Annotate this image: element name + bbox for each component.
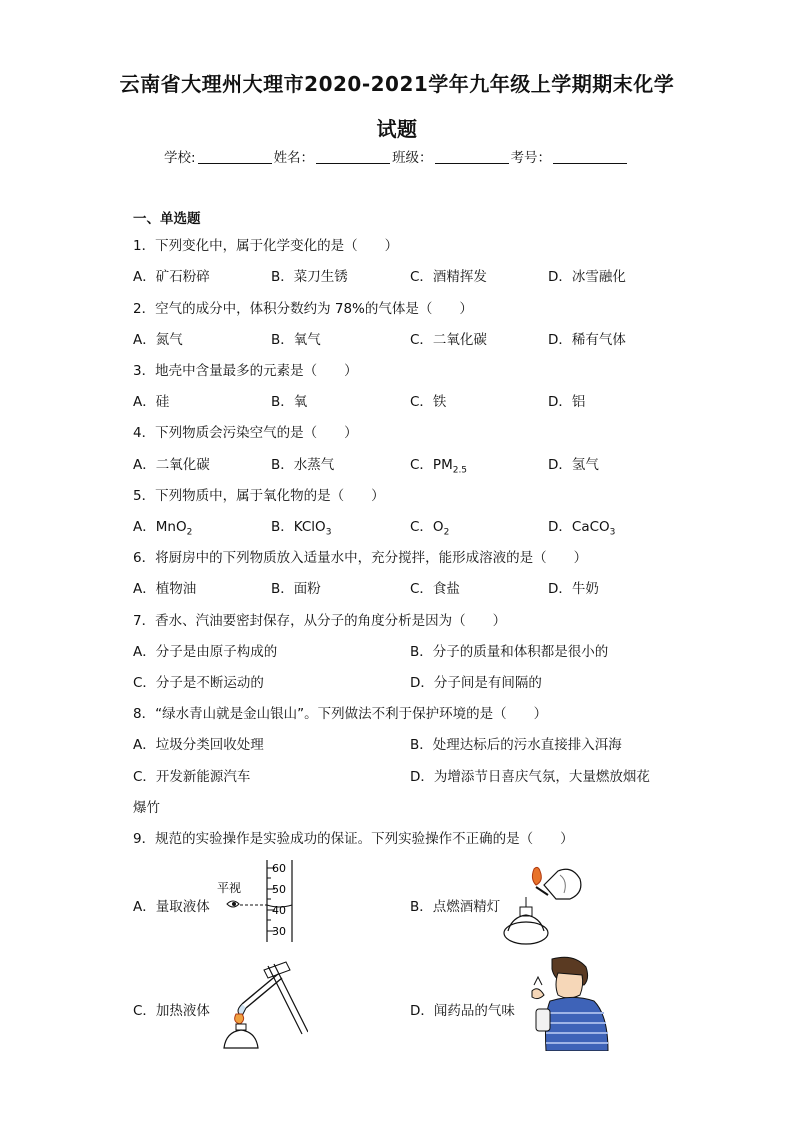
graduated-cylinder-figure — [215, 858, 295, 944]
q4-option-c — [410, 453, 467, 476]
q6-option-c: C．食盐 — [410, 581, 460, 597]
q9-option-a: A．量取液体 — [133, 899, 210, 915]
q4-option-d: D．氢气 — [548, 457, 599, 473]
q4-option-a: A．二氧化碳 — [133, 457, 210, 473]
question-9-stem: 9．规范的实验操作是实验成功的保证。下列实验操作不正确的是（ ） — [133, 831, 574, 847]
question-2-stem: 2．空气的成分中，体积分数约为 78%的气体是（ ） — [133, 301, 473, 317]
q5-option-d-sub: 3 — [609, 527, 616, 538]
q2-option-d: D．稀有气体 — [548, 332, 626, 348]
q5-option-b — [271, 515, 331, 538]
q4-option-c-sub: 2.5 — [452, 465, 468, 476]
q5-option-c-sub: 2 — [443, 527, 450, 538]
student-info-row — [164, 146, 629, 166]
section-heading: 一、单选题 — [133, 211, 201, 227]
q3-option-a: A．硅 — [133, 394, 170, 410]
q1-option-d: D．冰雪融化 — [548, 269, 626, 285]
q3-option-b: B．氧 — [271, 394, 308, 410]
q9-option-b: B．点燃酒精灯 — [410, 899, 501, 915]
flame-icon — [532, 867, 541, 885]
number-blank — [553, 151, 627, 164]
tick-label-50: 50 — [272, 883, 286, 896]
class-blank — [435, 151, 509, 164]
tick-label-60: 60 — [272, 862, 286, 875]
q4-option-b: B．水蒸气 — [271, 457, 335, 473]
lighting-alcohol-lamp-figure — [498, 855, 588, 947]
q9-option-c: C．加热液体 — [133, 1003, 210, 1019]
q8-option-b: B．处理达标后的污水直接排入洱海 — [410, 737, 622, 753]
q3-option-c: C．铁 — [410, 394, 447, 410]
q6-option-d: D．牛奶 — [548, 581, 599, 597]
q8-option-d-continuation: 爆竹 — [133, 800, 160, 816]
school-blank — [198, 151, 272, 164]
level-view-label: 平视 — [217, 881, 242, 895]
q8-option-c: C．开发新能源汽车 — [133, 769, 251, 785]
q5-option-a-text: A．MnO — [133, 519, 187, 535]
tick-label-30: 30 — [272, 925, 286, 938]
flame-icon — [235, 1014, 244, 1024]
exam-title-line1: 云南省大理州大理市2020-2021学年九年级上学期期末化学 — [119, 72, 675, 96]
q1-option-b: B．菜刀生锈 — [271, 269, 348, 285]
q5-option-c-text: C．O — [410, 519, 444, 535]
question-8-stem: 8．“绿水青山就是金山银山”。下列做法不利于保护环境的是（ ） — [133, 706, 548, 722]
q5-option-d — [548, 515, 615, 538]
q7-option-c: C．分子是不断运动的 — [133, 675, 264, 691]
exam-title-line2: 试题 — [376, 117, 418, 141]
q1-option-c: C．酒精挥发 — [410, 269, 487, 285]
q5-option-a-sub: 2 — [186, 527, 193, 538]
q2-option-b: B．氧气 — [271, 332, 321, 348]
q7-option-a: A．分子是由原子构成的 — [133, 644, 278, 660]
heating-liquid-figure — [212, 960, 308, 1052]
q1-option-a: A．矿石粉碎 — [133, 269, 210, 285]
q6-option-a: A．植物油 — [133, 581, 197, 597]
q6-option-b: B．面粉 — [271, 581, 321, 597]
question-3-stem: 3．地壳中含量最多的元素是（ ） — [133, 363, 358, 379]
reagent-bottle-icon — [536, 1009, 550, 1031]
q5-option-c — [410, 515, 449, 538]
tick-label-40: 40 — [272, 904, 286, 917]
q7-option-d: D．分子间是有间隔的 — [410, 675, 542, 691]
number-label: 考号： — [510, 150, 552, 166]
question-5-stem: 5．下列物质中，属于氧化物的是（ ） — [133, 488, 385, 504]
q5-option-b-sub: 3 — [325, 527, 332, 538]
class-label: 班级： — [392, 150, 433, 166]
q7-option-b: B．分子的质量和体积都是很小的 — [410, 644, 609, 660]
name-label: 姓名： — [273, 150, 315, 166]
question-4-stem: 4．下列物质会污染空气的是（ ） — [133, 425, 358, 441]
q5-option-d-text: D．CaCO — [548, 519, 610, 535]
q8-option-d: D．为增添节日喜庆气氛，大量燃放烟花 — [410, 769, 650, 785]
question-1-stem: 1．下列变化中，属于化学变化的是（ ） — [133, 238, 399, 254]
question-6-stem: 6．将厨房中的下列物质放入适量水中，充分搅拌，能形成溶液的是（ ） — [133, 550, 588, 566]
q5-option-b-text: B．KClO — [271, 519, 326, 535]
name-blank — [316, 151, 390, 164]
q3-option-d: D．铝 — [548, 394, 586, 410]
smelling-chemical-figure — [524, 955, 610, 1051]
q8-option-a: A．垃圾分类回收处理 — [133, 737, 264, 753]
q4-option-c-text: C．PM — [410, 457, 453, 473]
q5-option-a — [133, 515, 192, 538]
q2-option-a: A．氮气 — [133, 332, 183, 348]
q9-option-d: D．闻药品的气味 — [410, 1003, 515, 1019]
q2-option-c: C．二氧化碳 — [410, 332, 487, 348]
question-7-stem: 7．香水、汽油要密封保存，从分子的角度分析是因为（ ） — [133, 613, 507, 629]
school-label: 学校: — [164, 150, 196, 166]
